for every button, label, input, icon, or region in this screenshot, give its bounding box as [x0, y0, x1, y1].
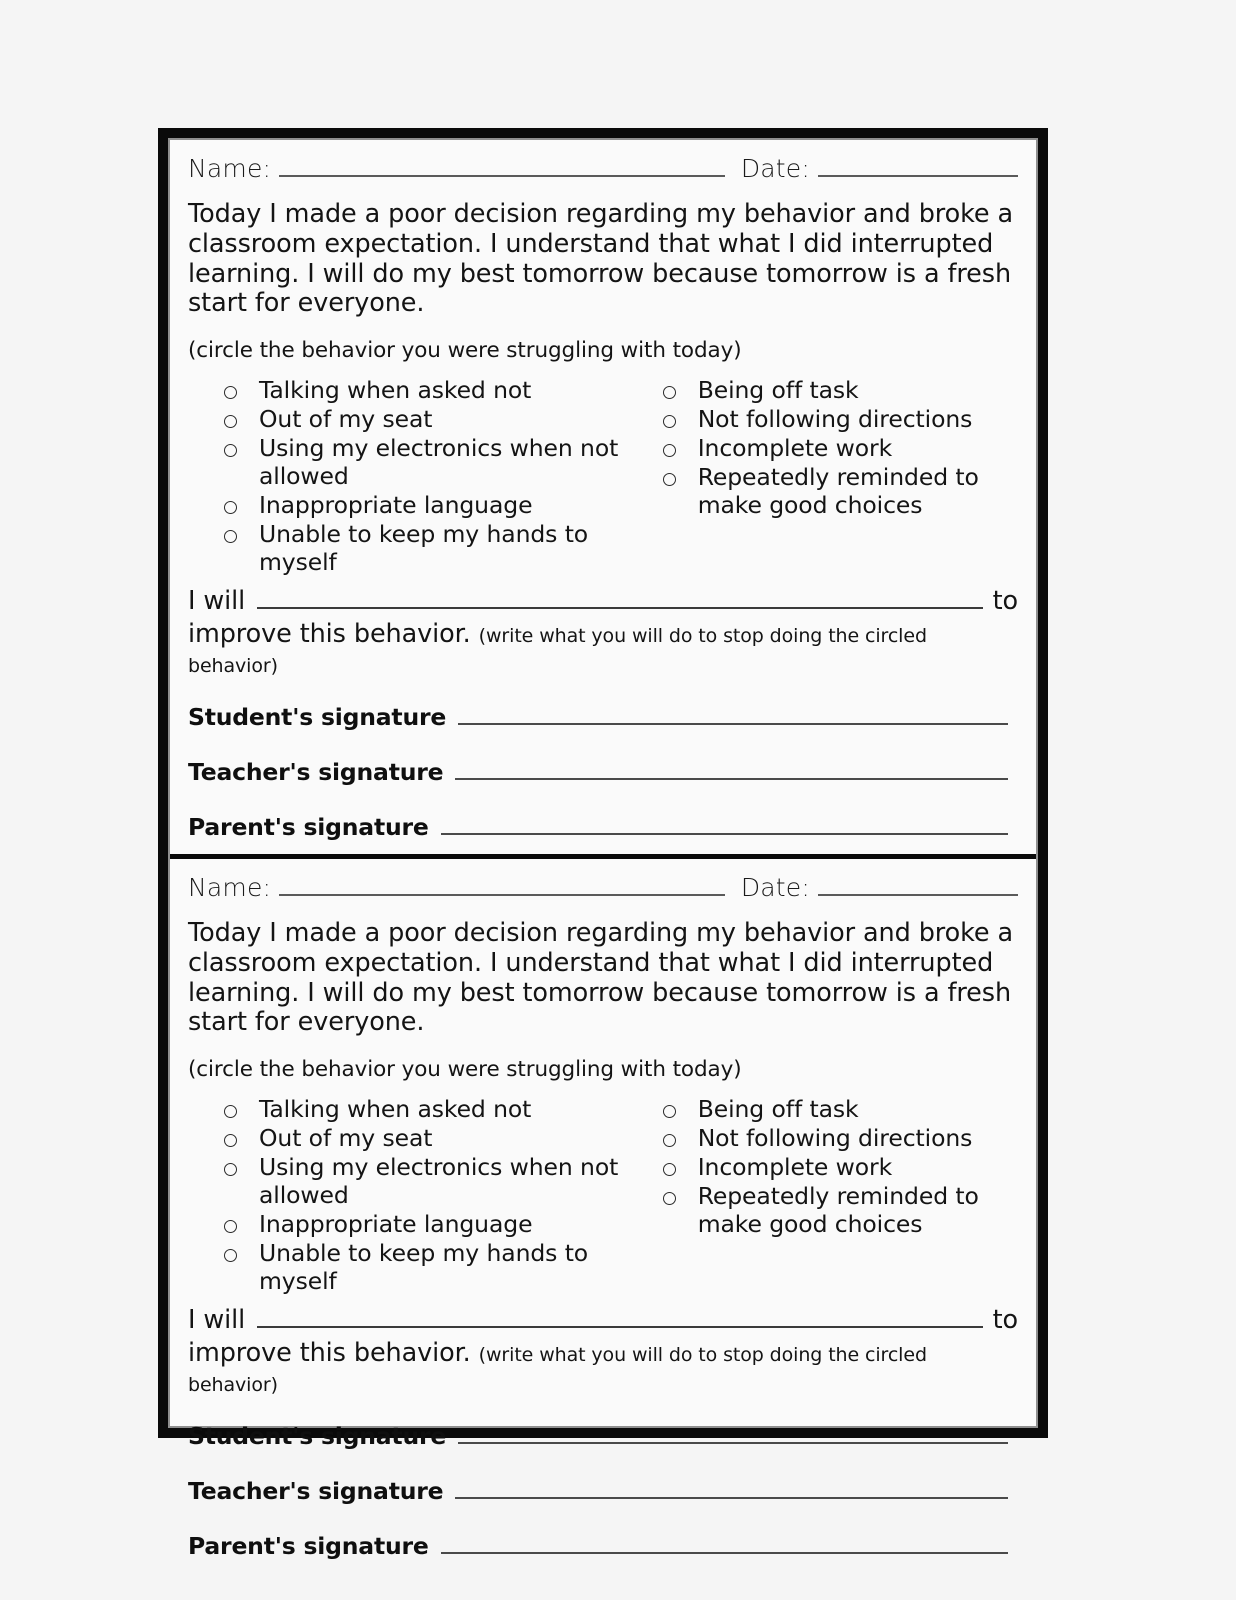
- circle-bullet-icon: [663, 473, 676, 486]
- name-date-row: [186, 873, 1020, 902]
- behavior-label: Talking when asked not: [259, 1095, 532, 1124]
- circle-bullet-icon: [224, 1105, 237, 1118]
- list-item[interactable]: [663, 1183, 1020, 1239]
- statement-paragraph: Today I made a poor decision regarding my behavior and broke a classroom expectation. I understand that what I did interrupted learning. I will do my best tomorrow because tomorrow is a fresh start for everyone.: [188, 199, 1013, 319]
- list-item[interactable]: [663, 1154, 1020, 1182]
- behavior-label: Unable to keep my hands to myself: [259, 1239, 589, 1296]
- date-label: Date:: [740, 154, 810, 183]
- student-signature-row: [186, 1422, 1020, 1451]
- list-item[interactable]: [224, 406, 637, 434]
- behavior-label: Not following directions: [697, 1124, 973, 1153]
- list-item[interactable]: [224, 1211, 637, 1239]
- list-item[interactable]: [663, 1125, 1020, 1153]
- student-signature-line[interactable]: [458, 723, 1008, 725]
- list-item[interactable]: [224, 377, 637, 405]
- improve-note: (write what you will do to stop doing the circled behavior): [188, 624, 927, 677]
- behavior-label: Using my electronics when not allowed: [259, 1153, 619, 1210]
- list-item[interactable]: [224, 1240, 637, 1296]
- behavior-label: Being off task: [697, 376, 859, 405]
- behavior-label: Inappropriate language: [259, 491, 533, 520]
- circle-bullet-icon: [224, 415, 237, 428]
- i-will-prefix: I will: [188, 585, 246, 616]
- teacher-signature-row: [186, 1477, 1020, 1506]
- circle-instruction: (circle the behavior you were struggling with today): [188, 338, 742, 364]
- name-label: Name:: [188, 154, 272, 183]
- circle-instruction: (circle the behavior you were struggling with today): [188, 1057, 742, 1083]
- student-signature-label: Student's signature: [188, 1421, 447, 1450]
- behavior-label: Talking when asked not: [259, 376, 532, 405]
- circle-bullet-icon: [224, 1220, 237, 1233]
- teacher-signature-line[interactable]: [455, 1497, 1008, 1499]
- teacher-signature-label: Teacher's signature: [188, 757, 444, 786]
- circle-bullet-icon: [663, 444, 676, 457]
- circle-bullet-icon: [224, 1134, 237, 1147]
- form-half-bottom: [170, 859, 1036, 1561]
- list-item[interactable]: [663, 406, 1020, 434]
- improve-row: [186, 619, 1020, 679]
- circle-bullet-icon: [224, 444, 237, 457]
- behavior-label: Repeatedly reminded to make good choices: [697, 463, 979, 520]
- parent-signature-label: Parent's signature: [188, 1531, 429, 1560]
- circle-bullet-icon: [224, 386, 237, 399]
- date-label: Date:: [740, 872, 810, 902]
- name-input-line[interactable]: [279, 894, 725, 896]
- behavior-label: Repeatedly reminded to make good choices: [697, 1182, 979, 1239]
- student-signature-line[interactable]: [458, 1442, 1008, 1444]
- i-will-suffix: to: [992, 1304, 1018, 1335]
- student-signature-label: Student's signature: [188, 702, 447, 731]
- teacher-signature-row: [186, 758, 1020, 787]
- sheet-outer-frame: [158, 128, 1048, 1560]
- behavior-label: Incomplete work: [697, 434, 893, 463]
- circle-bullet-icon: [224, 501, 237, 514]
- name-input-line[interactable]: [279, 175, 725, 177]
- circle-bullet-icon: [224, 1163, 237, 1176]
- teacher-signature-label: Teacher's signature: [188, 1476, 444, 1505]
- improve-note: (write what you will do to stop doing the circled behavior): [188, 1343, 927, 1396]
- parent-signature-row: [186, 813, 1020, 842]
- behavior-column-left: [186, 1096, 637, 1297]
- behavior-column-right: [637, 1096, 1020, 1297]
- i-will-input-line[interactable]: [257, 607, 982, 609]
- list-item[interactable]: [663, 435, 1020, 463]
- behavior-column-left: [186, 377, 637, 578]
- improve-text: improve this behavior.: [188, 1337, 471, 1368]
- i-will-suffix: to: [992, 585, 1018, 616]
- date-input-line[interactable]: [818, 894, 1018, 896]
- parent-signature-label: Parent's signature: [188, 812, 429, 841]
- list-item[interactable]: [224, 435, 637, 491]
- circle-bullet-icon: [224, 530, 237, 543]
- i-will-row: [186, 586, 1020, 616]
- circle-bullet-icon: [663, 1134, 676, 1147]
- list-item[interactable]: [224, 1096, 637, 1124]
- behavior-label: Incomplete work: [697, 1153, 893, 1182]
- statement-paragraph: Today I made a poor decision regarding my behavior and broke a classroom expectation. I understand that what I did interrupted learning. I will do my best tomorrow because tomorrow is a fresh start for everyone.: [188, 917, 1013, 1038]
- circle-bullet-icon: [663, 1105, 676, 1118]
- circle-bullet-icon: [663, 1192, 676, 1205]
- circle-bullet-icon: [224, 1249, 237, 1262]
- i-will-input-line[interactable]: [257, 1326, 982, 1328]
- list-item[interactable]: [224, 521, 637, 577]
- behavior-label: Out of my seat: [259, 405, 433, 434]
- improve-row: [186, 1338, 1020, 1398]
- behavior-list: [186, 1096, 1020, 1297]
- behavior-label: Using my electronics when not allowed: [259, 434, 619, 491]
- name-label: Name:: [188, 872, 272, 902]
- parent-signature-line[interactable]: [441, 833, 1008, 835]
- i-will-prefix: I will: [188, 1304, 246, 1335]
- circle-bullet-icon: [663, 415, 676, 428]
- parent-signature-line[interactable]: [441, 1552, 1008, 1554]
- list-item[interactable]: [224, 1125, 637, 1153]
- name-date-row: [186, 154, 1020, 183]
- behavior-label: Out of my seat: [259, 1124, 433, 1153]
- list-item[interactable]: [663, 1096, 1020, 1124]
- list-item[interactable]: [663, 377, 1020, 405]
- circle-bullet-icon: [663, 1163, 676, 1176]
- behavior-label: Unable to keep my hands to myself: [259, 520, 589, 577]
- behavior-list: [186, 377, 1020, 578]
- i-will-row: [186, 1305, 1020, 1335]
- list-item[interactable]: [663, 464, 1020, 520]
- list-item[interactable]: [224, 1154, 637, 1210]
- date-input-line[interactable]: [818, 175, 1018, 177]
- teacher-signature-line[interactable]: [455, 778, 1008, 780]
- circle-bullet-icon: [663, 386, 676, 399]
- behavior-label: Not following directions: [697, 405, 973, 434]
- student-signature-row: [186, 703, 1020, 732]
- behavior-column-right: [637, 377, 1020, 578]
- behavior-label: Inappropriate language: [259, 1210, 533, 1239]
- sheet-inner-card: [168, 138, 1038, 1560]
- parent-signature-row: [186, 1532, 1020, 1561]
- form-half-top: [170, 140, 1036, 854]
- list-item[interactable]: [224, 492, 637, 520]
- improve-text: improve this behavior.: [188, 618, 471, 649]
- behavior-label: Being off task: [697, 1095, 859, 1124]
